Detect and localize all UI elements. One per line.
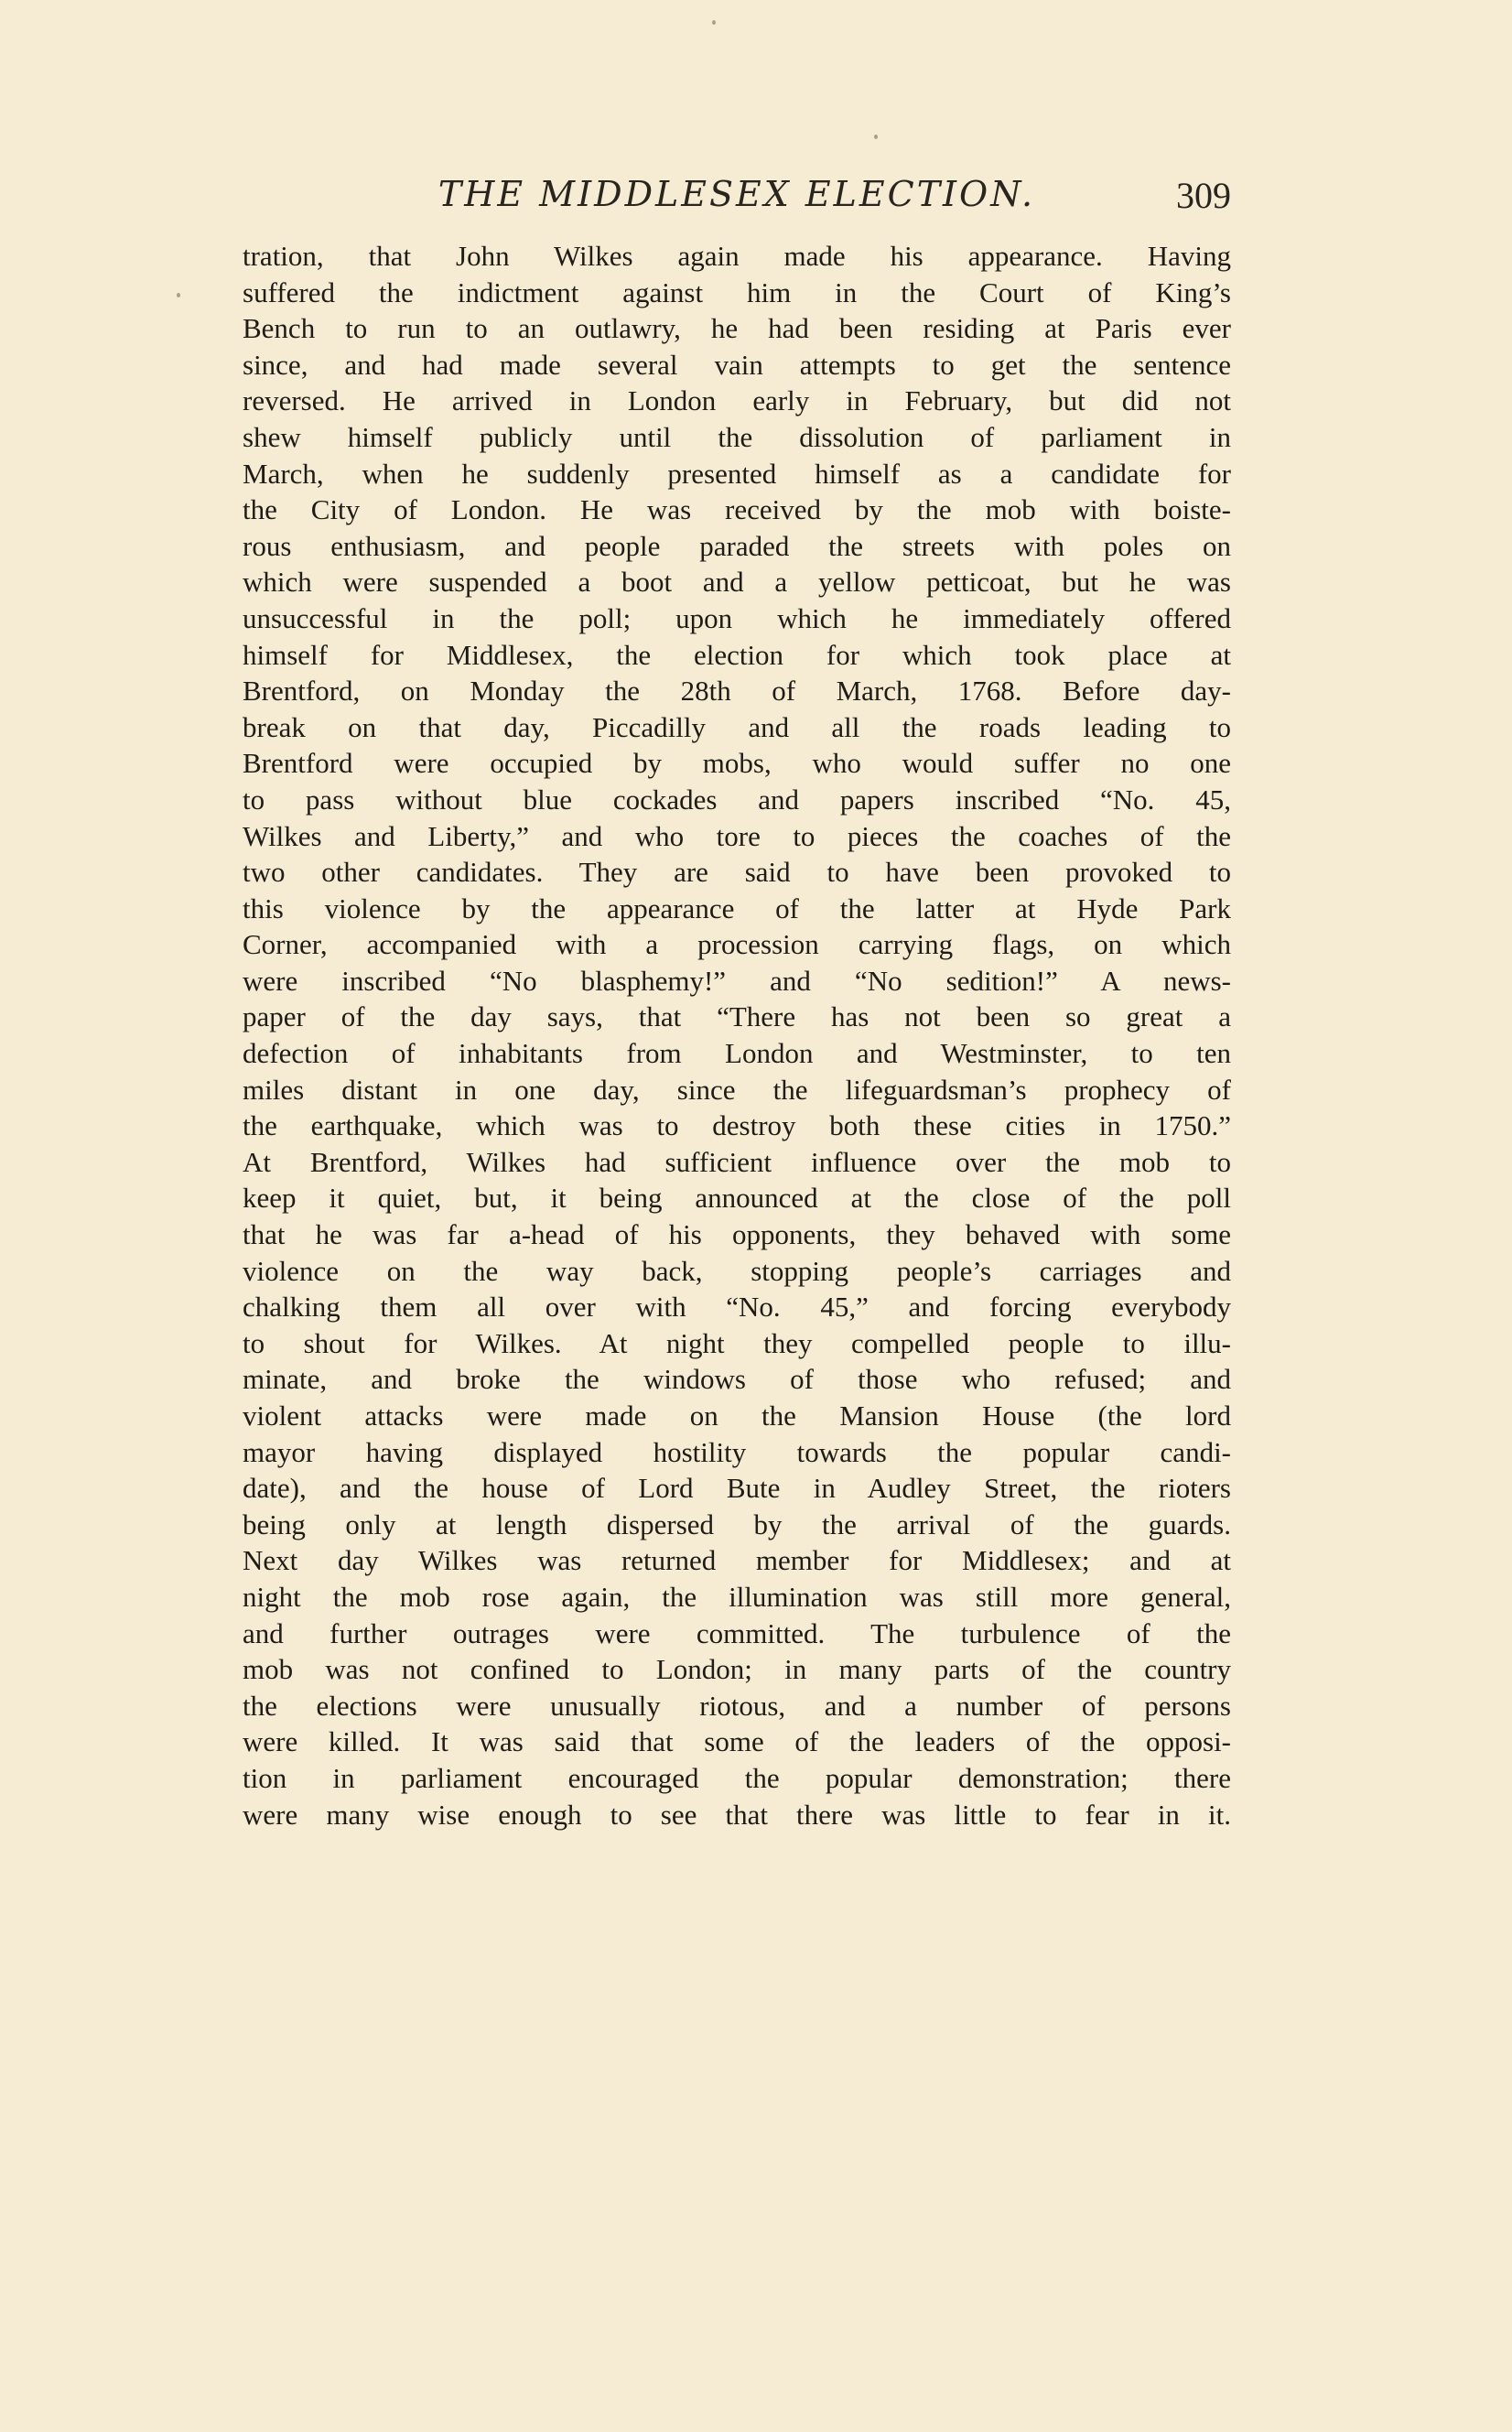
paper-speck [712, 20, 716, 25]
text-line: this violence by the appearance of the latter at Hyde Park [243, 892, 1231, 924]
text-line: shew himself publicly until the dissolution of parliament in [243, 420, 1231, 453]
text-line: reversed. He arrived in London early in February, but did not [243, 384, 1231, 417]
text-line: unsuccessful in the poll; upon which he immediately offered [243, 601, 1231, 634]
text-line: March, when he suddenly presented himself as a candidate for [243, 457, 1231, 490]
text-line: Bench to run to an outlawry, he had been residing at Paris ever [243, 312, 1231, 345]
text-line: Brentford, on Monday the 28th of March, 1768. Before day- [243, 675, 1231, 708]
text-line: the earthquake, which was to destroy both these cities in 1750.” [243, 1109, 1231, 1142]
text-line: himself for Middlesex, the election for which took place at [243, 638, 1231, 671]
text-line: suffered the indictment against him in the Court of King’s [243, 276, 1231, 308]
paper-speck [874, 135, 878, 139]
text-line: night the mob rose again, the illumination was still more general, [243, 1580, 1231, 1613]
text-line: tion in parliament encouraged the popular demonstration; there [243, 1761, 1231, 1794]
body-text [243, 238, 1231, 1832]
text-line: the elections were unusually riotous, and a number of persons [243, 1689, 1231, 1722]
text-line: mayor having displayed hostility towards the popular candi- [243, 1435, 1231, 1468]
text-line: being only at length dispersed by the arrival of the guards. [243, 1508, 1231, 1540]
text-line: defection of inhabitants from London and Westminster, to ten [243, 1037, 1231, 1070]
text-line: that he was far a-head of his opponents, they behaved with some [243, 1218, 1231, 1251]
text-line: Corner, accompanied with a procession carrying flags, on which [243, 928, 1231, 961]
text-line: the City of London. He was received by the mob with boiste- [243, 493, 1231, 526]
text-line: Next day Wilkes was returned member for Middlesex; and at [243, 1544, 1231, 1577]
text-line: paper of the day says, that “There has not been so great a [243, 1000, 1231, 1033]
text-line: mob was not confined to London; in many parts of the country [243, 1653, 1231, 1686]
text-line: were killed. It was said that some of the leaders of the opposi- [243, 1725, 1231, 1758]
text-line: two other candidates. They are said to have been provoked to [243, 856, 1231, 889]
running-head [243, 174, 1231, 229]
text-line: violence on the way back, stopping people’s carriages and [243, 1254, 1231, 1287]
paper-speck [177, 293, 180, 297]
text-line: Brentford were occupied by mobs, who would suffer no one [243, 747, 1231, 780]
text-line: break on that day, Piccadilly and all the roads leading to [243, 710, 1231, 743]
text-line: to shout for Wilkes. At night they compelled people to illu- [243, 1326, 1231, 1359]
text-line: tration, that John Wilkes again made his appearance. Having [243, 240, 1231, 272]
text-line: since, and had made several vain attempts to get the sentence [243, 348, 1231, 381]
text-line: miles distant in one day, since the lifeguardsman’s prophecy of [243, 1073, 1231, 1106]
text-line: keep it quiet, but, it being announced at the close of the poll [243, 1182, 1231, 1215]
text-line: were inscribed “No blasphemy!” and “No sedition!” A news- [243, 964, 1231, 997]
text-line: to pass without blue cockades and papers inscribed “No. 45, [243, 783, 1231, 816]
page-number: 309 [1176, 175, 1231, 216]
text-line: which were suspended a boot and a yellow petticoat, but he was [243, 566, 1231, 599]
text-line: rous enthusiasm, and people paraded the streets with poles on [243, 529, 1231, 562]
text-line: were many wise enough to see that there was little to fear in it. [243, 1798, 1231, 1831]
text-line: minate, and broke the windows of those who refused; and [243, 1363, 1231, 1396]
text-line: violent attacks were made on the Mansion House (the lord [243, 1400, 1231, 1432]
text-line: At Brentford, Wilkes had sufficient influence over the mob to [243, 1145, 1231, 1178]
running-title: THE MIDDLESEX ELECTION. [437, 174, 1036, 214]
text-line: and further outrages were committed. The turbulence of the [243, 1616, 1231, 1649]
text-line: chalking them all over with “No. 45,” and forcing everybody [243, 1291, 1231, 1324]
text-line: Wilkes and Liberty,” and who tore to pieces the coaches of the [243, 819, 1231, 852]
text-line: date), and the house of Lord Bute in Audley Street, the rioters [243, 1472, 1231, 1505]
